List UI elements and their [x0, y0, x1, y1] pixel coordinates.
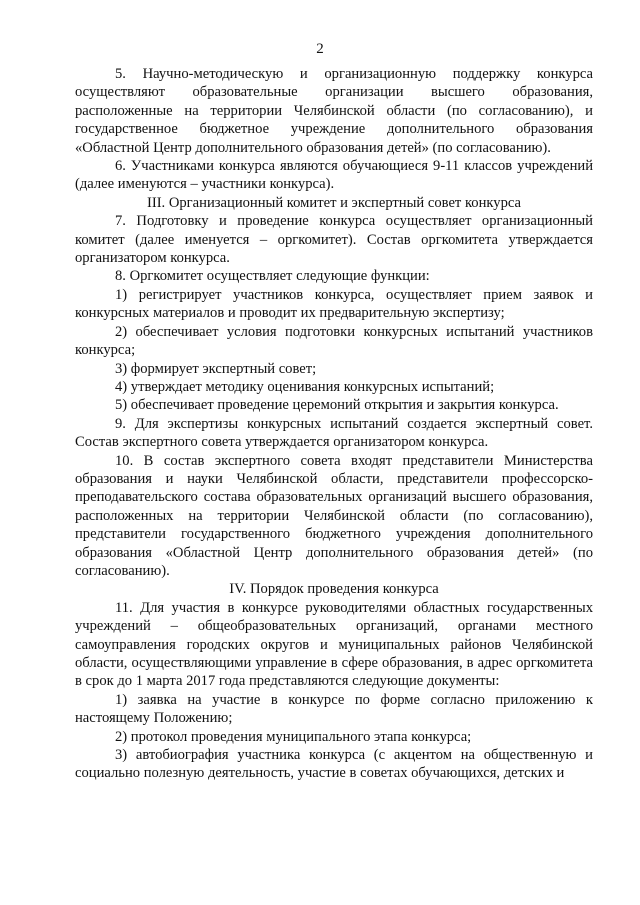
list-item-11-2: 2) протокол проведения муниципального этапа конкурса; [115, 728, 472, 745]
list-item-11-3: 3) автобиография участника конкурса (с акцентом на общественную и социально полезную деятельность, участие в советах обучающихся, детских и [75, 747, 593, 782]
paragraph-5: 5. Научно-методическую и организационную поддержку конкурса осуществляют образовательные организации высшего образования, расположенные на территории Челябинской области (по согласованию), и государственное бюджетное учреждение дополнительного образования «Областной Центр дополнительного образования детей» (по согласованию). [75, 66, 593, 156]
paragraph-9: 9. Для экспертизы конкурсных испытаний создается экспертный совет. Состав экспертного совета утверждается организатором конкурса. [75, 415, 593, 451]
list-item-8-5: 5) обеспечивает проведение церемоний открытия и закрытия конкурса. [115, 397, 559, 414]
paragraph-8: 8. Оргкомитет осуществляет следующие функции: [115, 268, 430, 285]
paragraph-10: 10. В состав экспертного совета входят представители Министерства образования и науки Челябинской области, представители профессорско-преподавательского состава образовательных организаций высшего образования, расположенных на территории Челябинской области (по согласованию), представители государственного бюджетного учреждения дополнительного образования «Областной Центр дополнительного образования детей» (по согласованию). [75, 452, 593, 579]
list-item-11-1: 1) заявка на участие в конкурсе по форме согласно приложению к настоящему Положению; [75, 691, 593, 727]
page-number: 2 [316, 41, 324, 57]
list-item-8-4: 4) утверждает методику оценивания конкурсных испытаний; [115, 378, 495, 395]
list-item-8-1: 1) регистрирует участников конкурса, осуществляет прием заявок и конкурсных материалов и проводит их предварительную экспертизу; [75, 286, 593, 322]
paragraph-6: 6. Участниками конкурса являются обучающиеся 9-11 классов учреждений (далее именуются – участники конкурса). [75, 158, 593, 193]
paragraph-11: 11. Для участия в конкурсе руководителями областных государственных учреждений – общеобразовательных организаций, органами местного самоуправления городских округов и муниципальных районов Челябинской области, осуществляющими управление в сфере образования, в адрес оргкомитета в срок до 1 марта 2017 года представляются следующие документы: [75, 599, 593, 690]
section-heading-3: III. Организационный комитет и экспертный совет конкурса [146, 194, 522, 211]
list-item-8-3: 3) формирует экспертный совет; [115, 360, 317, 377]
section-heading-4: IV. Порядок проведения конкурса [229, 581, 439, 598]
paragraph-7: 7. Подготовку и проведение конкурса осуществляет организационный комитет (далее именуется – оргкомитет). Состав оргкомитета утверждается организатором конкурса. [75, 213, 593, 267]
list-item-8-2: 2) обеспечивает условия подготовки конкурсных испытаний участников конкурса; [75, 323, 593, 359]
document-body [75, 65, 593, 783]
